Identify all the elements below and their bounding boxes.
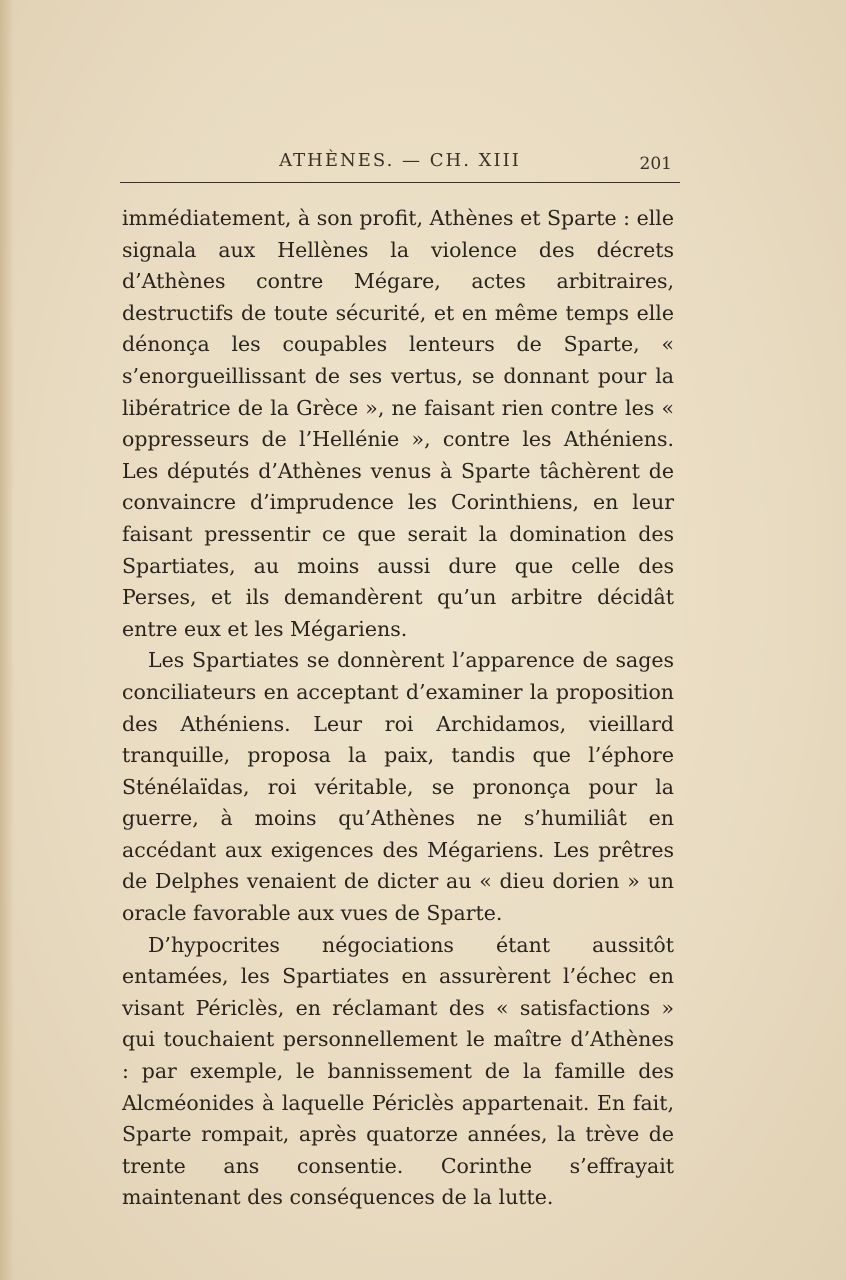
page-header [120,148,680,182]
paragraph-1: immédiatement, à son profit, Athènes et Sparte : elle signala aux Hellènes la violence des décrets d’Athènes contre Mégare, actes arbitraires, destructifs de toute sécurité, et en même temps elle dénonça les coupables lenteurs de Sparte, « s’enorgueillissant de ses vertus, se donnant pour la libératrice de la Grèce », ne faisant rien contre les « oppresseurs de l’Hellénie », contre les Athéniens. Les députés d’Athènes venus à Sparte tâchèrent de convaincre d’imprudence les Corinthiens, en leur faisant pressentir ce que serait la domination des Spartiates, au moins aussi dure que celle des Perses, et ils demandèrent qu’un arbitre décidât entre eux et les Mégariens. [122,206,674,641]
paragraph-2: Les Spartiates se donnèrent l’apparence de sages conciliateurs en acceptant d’examiner la proposition des Athéniens. Leur roi Archidamos, vieillard tranquille, proposa la paix, tandis que l’éphore Sténélaïdas, roi véritable, se prononça pour la guerre, à moins qu’Athènes ne s’humiliât en accédant aux exigences des Mégariens. Les prêtres de Delphes venaient de dicter au « dieu dorien » un oracle favorable aux vues de Sparte. [122,648,674,926]
page-number: 201 [639,154,672,174]
paragraph-3: D’hypocrites négociations étant aussitôt entamées, les Spartiates en assurèrent l’échec en visant Périclès, en réclamant des « satisfactions » qui touchaient personnellement le maître d’Athènes : par exemple, le bannissement de la famille des Alcméonides à laquelle Périclès appartenait. En fait, Sparte rompait, après quatorze années, la trève de trente ans consentie. Corinthe s’effrayait maintenant des conséquences de la lutte. [122,932,674,1210]
body-text [122,203,674,1214]
header-rule [120,182,680,183]
running-head: ATHÈNES. — CH. XIII [279,150,521,171]
page-gutter-shadow [0,0,14,1280]
